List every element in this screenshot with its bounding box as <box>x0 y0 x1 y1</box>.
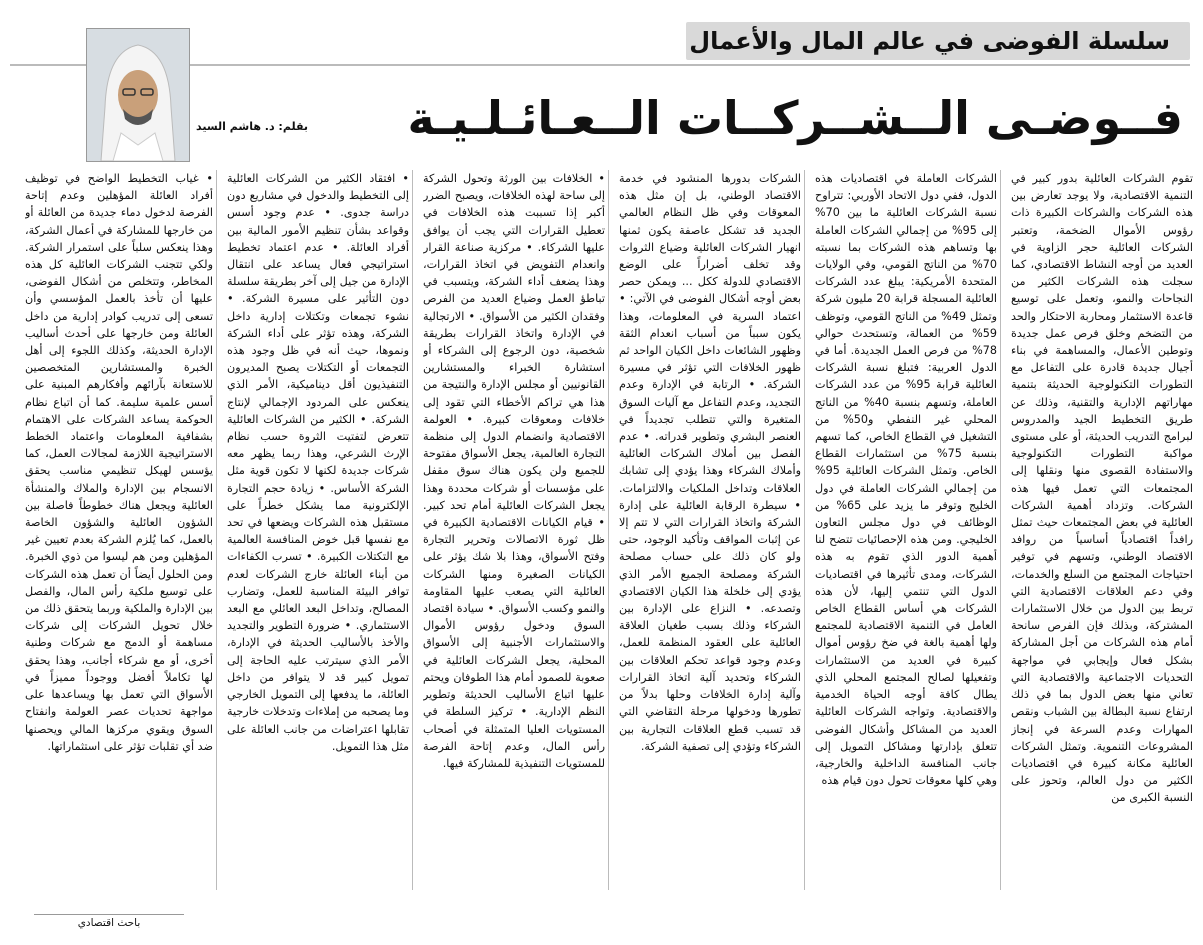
author-photo <box>86 28 190 162</box>
headline: فــوضـى الــشــركــات الــعـائـلـيـة <box>407 91 1183 145</box>
article-body <box>13 170 1193 910</box>
column-text: • الخلافات بين الورثة وتحول الشركة إلى ساحة لهذه الخلافات، ويصبح الضرر أكبر إذا تسببت هذه الخلافات في تعطيل القرارات التي يجب أن يوافق عليها الشركاء. • مركزية صناعة القرار وانعدام التفويض في اتخاذ القرارات، وهذا يضعف أداء الشركة، ويتسبب في تباطؤ العمل وضياع العديد من الفرص وفقدان الكثير من الأسواق. • الارتجالية في الإدارة واتخاذ القرارات بطريقة شخصية، دون الرجوع إلى الشركاء أو استشارة الخبراء والمستشارين القانونيين أو مجلس الإدارة والنتيجة من هذا هي تراكم الأخطاء التي تقود إلى خلافات ومعوقات كبيرة. • العولمة الاقتصادية وانضمام الدول إلى منظمة التجارة العالمية، يجعل الأسواق مفتوحة للجميع ولن يكون هناك سوق مقفل على مؤسسات أو شركات محددة وهذا يجعل الشركات العائلية أمام تحد كبير. • قيام الكيانات الاقتصادية الكبيرة في ظل ثورة الاتصالات وتحرير التجارة وفتح الأسواق، وهذا بلا شك يؤثر على الكيانات الصغيرة ومنها الشركات العائلية التي يصعب عليها المقاومة والنمو وكسب الأسواق. • سيادة اقتصاد السوق ودخول رؤوس الأموال والاستثمارات الأجنبية إلى الأسواق المحلية، يجعل الشركات العائلية في صعوبة للصمود أمام هذا الطوفان ويحتم عليها اتباع الأساليب الحديثة وتطوير النظم الإدارية. • تركيز السلطة في المستويات العليا المتمثلة في أصحاب رأس المال، وعدم إتاحة الفرصة للمستويات التنفيذية للمشاركة فيها. <box>423 172 605 770</box>
article-column-2 <box>815 170 997 910</box>
author-portrait-icon <box>87 29 189 161</box>
section-title: سلسلة الفوضى في عالم المال والأعمال <box>689 27 1170 55</box>
column-rule <box>608 170 609 890</box>
byline: بقلم: د. هاشم السيد <box>195 120 308 133</box>
column-text: الشركات العاملة في اقتصاديات هذه الدول، ففي دول الاتحاد الأوربي: تتراوح نسبة الشركات العائلية ما بين 70% إلى 95% من إجمالي الشركات العاملة بها وتساهم هذه الشركات بما نسبته 70% من الناتج القومي، وفي الولايات المتحدة الأمريكية: يبلغ عدد الشركات العائلية المسجلة قرابة 20 مليون شركة وتمثل 49% من الناتج القومي، وتوظف 59% من العمالة، وتستحدث حوالي 78% من فرص العمل الجديدة. أما في الدول العربية: فتبلغ نسبة الشركات العائلية قرابة 95% من عدد الشركات العاملة، وتسهم بنسبة 40% من الناتج المحلي غير النفطي و50% من التشغيل في القطاع الخاص، كما تسهم بنسبة 75% من استثمارات القطاع الخاص. وتمثل الشركات العائلية 95% من إجمالي الشركات العاملة في دول الخليج وتوفر ما يزيد على 65% من الوظائف في دول مجلس التعاون الخليجي. ومن هذه الإحصائيات تتضح لنا أهمية الدور الذي تقوم به هذه الشركات، ومدى تأثيرها في اقتصاديات الدول التي تنتمي إليها، لأن هذه الشركات هي أساس القطاع الخاص العامل في التنمية الاقتصادية للمجتمع ولها أهمية بالغة في ضخ رؤوس أموال كبيرة في العديد من الاستثمارات وتفعيلها لصالح المجتمع المحلي الذي يطال كافة أوجه الحياة الخدمية والاقتصادية. وتواجه الشركات العائلية العديد من المشاكل وأشكال الفوضى تتعلق بإدارتها ومشاكل التمويل إلى جانب المنافسة الداخلية والخارجية، وهي كلها معوقات تحول دون قيام هذه <box>815 172 997 788</box>
column-text: الشركات بدورها المنشود في خدمة الاقتصاد الوطني، بل إن مثل هذه المعوقات وفي ظل النظام العالمي الجديد قد تشكل عاصفة يكون ثمنها انهيار الشركات العائلية وضياع الثروات وقد تخلف أضراراً على الوضع الاقتصادي للدولة ككل ... ويمكن حصر بعض أوجه أشكال الفوضى في الآتي: • اعتماد السرية في المعلومات، وهذا يكون سبباً من أسباب انعدام الثقة وظهور الشائعات داخل الكيان الواحد ثم ظهور الخلافات التي تؤثر في مسيرة الشركة. • الرتابة في الإدارة وعدم التجديد، وعدم التفاعل مع آليات السوق المتغيرة والتي تتطلب تجديداً في العنصر البشري وتطوير قدراته. • عدم الفصل بين أملاك الشركات العائلية وأملاك الشركاء وهذا يؤدي إلى تشابك العلاقات وتداخل الملكيات والالتزامات. • سيطرة الرقابة العائلية على إدارة الشركة واتخاذ القرارات التي لا تتم إلا عن إثبات المواقف وتأكيد الوجود، حتى ولو كان ذلك على حساب مصلحة الشركة ومصلحة الجميع الأمر الذي يؤدي إلى خلخلة هذا الكيان الاقتصادي وتصدعه. • النزاع على الإدارة بين الشركاء وذلك بسبب طغيان العلاقة العائلية على العقود المنظمة للعمل، وعدم وجود قواعد تحكم العلاقات بين الشركاء وتحديد آلية اتخاذ القرارات وآلية إدارة الخلافات وحلها بدلاً من تطورها ودخولها مرحلة التقاضي التي قد تسبب قطع العلاقات التجارية بين الشركاء وتؤدي إلى تصفية الشركة. <box>619 172 801 753</box>
section-banner <box>686 22 1190 60</box>
article-column-5 <box>227 170 409 910</box>
article-column-3 <box>619 170 801 910</box>
column-text: • غياب التخطيط الواضح في توظيف أفراد العائلة المؤهلين وعدم إتاحة الفرصة لدخول دماء جديدة من العائلة أو من خارجها للمشاركة في أعمال الشركة، وهذا ينعكس سلباً على استمرار الشركة. ولكي تتجنب الشركات العائلية كل هذه المخاطر، وتتخلص من أشكال الفوضى، عليها أن تأخذ بالعمل المؤسسي وأن تسعى إلى تدريب كوادر إدارية من داخل العائلة ومن خارجها على أحدث أساليب الإدارة الحديثة، وكذلك اللجوء إلى أهل الخبرة والمستشارين المتخصصين للاستعانة بآرائهم وأفكارهم المبنية على أسس علمية سليمة. كما أن اتباع نظام الحوكمة يساعد الشركات على الاهتمام بشفافية المعلومات واعتماد الخطط الاستراتيجية اللازمة لمجالات العمل، كما يؤسس لهيكل تنظيمي مناسب يحقق الانسجام بين الإدارة والملاك والمنشأة العائلية ويجعل هناك خطوطاً فاصلة بين الشؤون العائلية والشؤون الخاصة بالعمل، كما يُلزم الشركة بعدم تعيين غير المؤهلين ومن هم ليسوا من ذوي الخبرة. ومن الحلول أيضاً أن تعمل هذه الشركات على توسيع ملكية رأس المال، والفصل بين الإدارة والملكية وربما يتحقق ذلك من خلال تحويل الشركات إلى شركات مساهمة أو الدمج مع شركات وطنية أخرى، أو مع شركاء أجانب، وهذا يحقق لها تكاملاً أفضل ووجوداً مميزاً في الأسواق التي تعمل بها ويساعدها على مواجهة تحديات عصر العولمة وانفتاح السوق ويقوي مركزها المالي ويحصنها ضد أي تقلبات تؤثر على استثماراتها. <box>25 172 213 753</box>
column-rule <box>412 170 413 890</box>
column-text: • افتقاد الكثير من الشركات العائلية إلى التخطيط والدخول في مشاريع دون دراسة جدوى. • عدم وجود أسس وقواعد بشأن تنظيم الأمور المالية بين أفراد العائلة. • عدم اعتماد تخطيط استراتيجي فعال يساعد على انتقال الإدارة من جيل إلى آخر بطريقة سلسلة دون التأثير على مسيرة الشركة. • نشوء تجمعات وتكتلات إدارية داخل الشركة، وهذه تؤثر على أداء الشركة ونموها، حيث أنه في ظل وجود هذه التجمعات أو التكتلات يصبح المديرون التنفيذيون أقل ديناميكية، الأمر الذي ينعكس على المردود الإجمالي لإنتاج الشركة. • الكثير من الشركات العائلية تتعرض لتفتيت الثروة حسب نظام الإرث الشرعي، وهذا ربما يظهر معه شركات جديدة لكنها لا تكون قوية مثل الشركة الأساس. • زيادة حجم التجارة الإلكترونية مما يشكل خطراً على مستقبل هذه الشركات ويضعها في تحد مع نفسها قبل خوض المنافسة العالمية مع التكتلات الكبيرة. • تسرب الكفاءات من أبناء العائلة خارج الشركات لعدم توافر البيئة المناسبة للعمل، وتضارب المصالح، وتداخل البعد العائلي مع البعد الاستثماري. • ضرورة التطوير والتجديد والأخذ بالأساليب الحديثة في الإدارة، الأمر الذي سيترتب عليه الحاجة إلى تمويل كبير قد لا يتوافر من داخل العائلة، ما يدفعها إلى التمويل الخارجي وما يصحبه من إملاءات وتدخلات خارجية تقابلها اعتراضات من جانب العائلة على مثل هذا التمويل. <box>227 172 409 753</box>
article-column-6 <box>25 170 213 910</box>
author-signature: باحث اقتصادي <box>34 914 184 929</box>
article-column-4 <box>423 170 605 910</box>
article-column-1 <box>1011 170 1193 910</box>
column-rule <box>804 170 805 890</box>
column-rule <box>1000 170 1001 890</box>
column-rule <box>216 170 217 890</box>
column-text: تقوم الشركات العائلية بدور كبير في التنمية الاقتصادية، ولا يوجد تعارض بين هذه الشركات والشركات الكبيرة ذات رؤوس الأموال الضخمة، وتعتبر الشركات العائلية حجر الزاوية في العديد من أوجه النشاط الاقتصادي، كما سجلت هذه الشركات الكثير من النجاحات والنمو، وتعمل على توسيع قاعدة الاستثمار ومحاربة الاحتكار والحد من التضخم وخلق فرص عمل جديدة وتوطين الأعمال، والمساهمة في بناء أجيال جديدة قادرة على التفاعل مع التطورات التكنولوجية الحديثة بتنمية مهاراتهم الإدارية والتقنية، وذلك عن طريق التخطيط الجيد والمدروس لبرامج التدريب الحديثة، أو على مستوى مواكبة التطورات التكنولوجية والاستفادة القصوى منها ونقلها إلى المجتمعات التي تعمل فيها هذه الشركات. وتزداد أهمية الشركات العائلية في بعض المجتمعات حيث تمثل رافداً اقتصادياً أساسياً من روافد الاقتصاد الوطني، وتسهم في توفير احتياجات المجتمع من السلع والخدمات، وفي دعم العلاقات الاقتصادية التي تربط بين الدول من خلال الاستثمارات المشتركة، وبذلك فإن الفرص سانحة أمام هذه الشركات من أجل المشاركة بشكل فعال وإيجابي في مواجهة التحديات الاجتماعية والاقتصادية التي تعاني منها بعض الدول بما في ذلك ارتفاع نسبة البطالة بين الشباب ونقص المهارات وعدم السرعة في إنجاز المشروعات التنموية. وتمثل الشركات العائلية مكانة كبيرة في اقتصاديات الكثير من دول العالم، وتحوز على النسبة الكبرى من <box>1011 172 1193 805</box>
